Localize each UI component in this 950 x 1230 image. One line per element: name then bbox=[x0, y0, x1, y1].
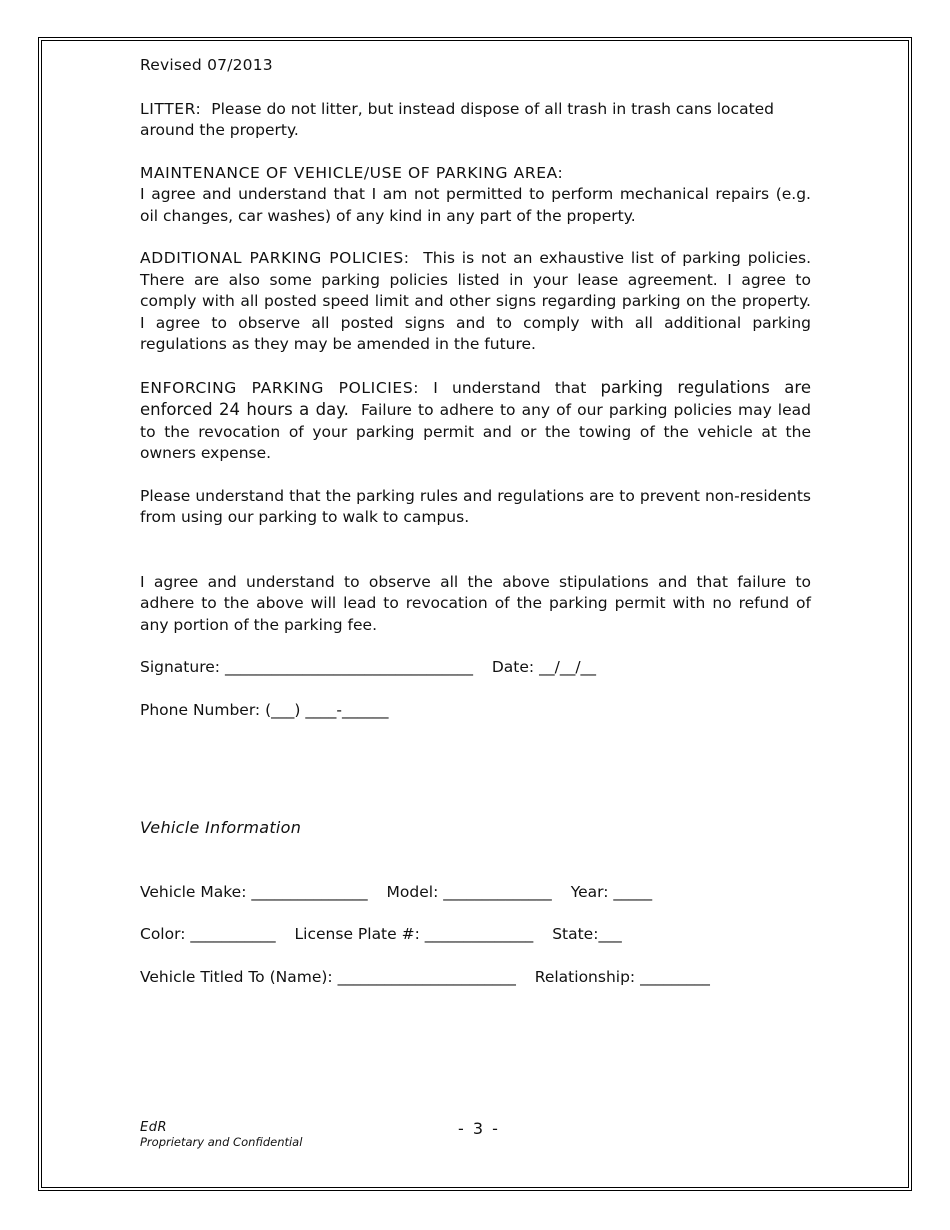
vehicle-year-field[interactable]: _____ bbox=[613, 882, 653, 901]
enforcing-policies-heading: ENFORCING PARKING POLICIES: bbox=[140, 378, 420, 397]
additional-policies-body: This is not an exhaustive list of parking policies. There are also some parking policies listed in your lease agreement. I agree to comply with all posted speed limit and other signs regarding parking on the property. I agree to observe all posted signs and to comply with all additional parking regulations as they may be amended in the future. bbox=[140, 249, 811, 353]
additional-policies-heading: ADDITIONAL PARKING POLICIES: bbox=[140, 249, 410, 267]
enforcing-policies-intro: I understand that bbox=[433, 378, 587, 397]
date-field[interactable]: __/__/__ bbox=[539, 658, 597, 676]
footer-confidential: Proprietary and Confidential bbox=[140, 1135, 303, 1149]
maintenance-body: I agree and understand that I am not permitted to perform mechanical repairs (e.g. oil changes, car washes) of any kind in any part of the property. bbox=[140, 185, 811, 225]
vehicle-color-row bbox=[140, 924, 811, 946]
vehicle-make-field[interactable]: _______________ bbox=[251, 882, 368, 901]
maintenance-heading: MAINTENANCE OF VEHICLE/USE OF PARKING AREA: bbox=[140, 163, 564, 182]
vehicle-model-label: Model: bbox=[386, 882, 439, 901]
vehicle-model-field[interactable]: ______________ bbox=[443, 882, 552, 901]
vehicle-year-label: Year: bbox=[570, 882, 609, 901]
vehicle-color-label: Color: bbox=[140, 925, 186, 943]
vehicle-state-field[interactable]: ___ bbox=[598, 925, 622, 943]
litter-heading: LITTER: bbox=[140, 99, 202, 118]
litter-section bbox=[140, 99, 811, 142]
document-body bbox=[140, 55, 811, 1009]
footer-company bbox=[140, 1120, 302, 1150]
page-number: - 3 - bbox=[458, 1119, 500, 1138]
purpose-section: Please understand that the parking rules and regulations are to prevent non-residents from using our parking to walk to campus. bbox=[140, 486, 811, 526]
enforcing-policies-section bbox=[140, 377, 811, 465]
relationship-field[interactable]: _________ bbox=[640, 967, 710, 986]
agreement-section: I agree and understand to observe all the above stipulations and that failure to adhere to the above will lead to revocation of the parking permit with no refund of any portion of the parking fee. bbox=[140, 572, 811, 634]
vehicle-state-label: State: bbox=[552, 925, 599, 943]
footer-brand: EdR bbox=[140, 1120, 167, 1135]
vehicle-information-title: Vehicle Information bbox=[140, 818, 302, 837]
enforcing-policies-emphasis: parking regulations are enforced 24 hours a day. bbox=[140, 377, 811, 419]
vehicle-titled-row bbox=[140, 967, 811, 989]
litter-body: Please do not litter, but instead dispose of all trash in trash cans located around the property. bbox=[140, 99, 775, 139]
signature-line bbox=[140, 657, 811, 679]
vehicle-color-field[interactable]: ___________ bbox=[190, 925, 276, 943]
vehicle-make-label: Vehicle Make: bbox=[140, 882, 247, 901]
phone-label: Phone Number: bbox=[140, 700, 261, 719]
license-plate-label: License Plate #: bbox=[294, 925, 420, 943]
enforcing-policies-body: Failure to adhere to any of our parking policies may lead to the revocation of your parking permit and or the towing of the vehicle at the owners expense. bbox=[140, 401, 811, 462]
revision-date: Revised 07/2013 bbox=[140, 56, 273, 74]
phone-field[interactable]: (___) ____-______ bbox=[265, 700, 389, 719]
date-label: Date: bbox=[491, 658, 535, 676]
additional-policies-section bbox=[140, 248, 811, 356]
signature-label: Signature: bbox=[140, 658, 220, 676]
vehicle-titled-field[interactable]: _______________________ bbox=[337, 967, 516, 986]
license-plate-field[interactable]: ______________ bbox=[424, 925, 534, 943]
vehicle-titled-label: Vehicle Titled To (Name): bbox=[140, 967, 333, 986]
relationship-label: Relationship: bbox=[534, 967, 636, 986]
phone-line bbox=[140, 700, 811, 722]
maintenance-section bbox=[140, 163, 811, 228]
signature-field[interactable]: ________________________________ bbox=[224, 658, 473, 676]
vehicle-make-row bbox=[140, 882, 811, 904]
